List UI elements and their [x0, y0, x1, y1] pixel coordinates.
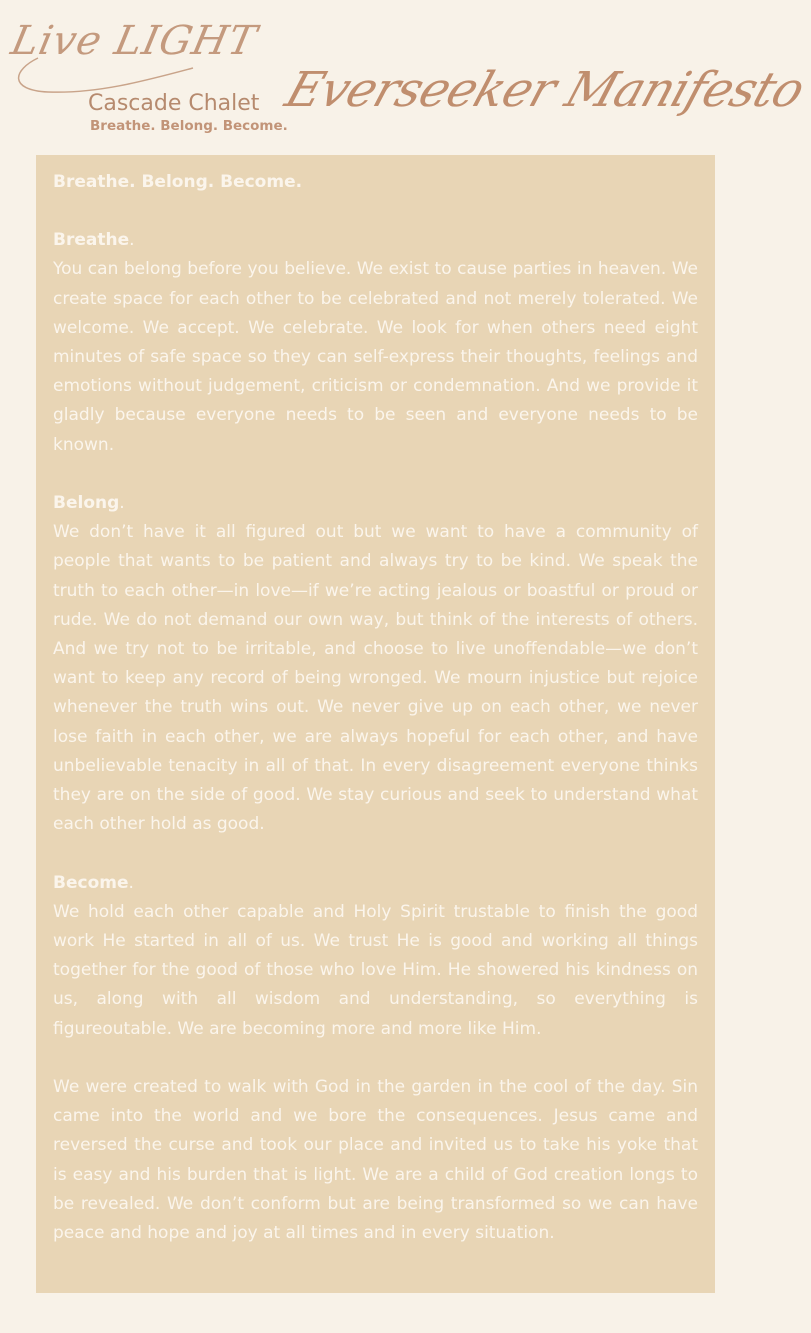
content-heading: Breathe. Belong. Become.: [53, 172, 303, 192]
section-body-belong: We don’t have it all figured out but we want to have a community of people that wants to be patient and always try to be kind. We speak the truth to each other—in love—if we’re acting jealous or boastful or proud or rude. We do not demand our own way, but think of the interests of others. And we try not to be irritable, and choose to live unoffendable—we don’t want to keep any record of being wronged. We mourn injustice but rejoice whenever the truth wins out. We never give up on each other, we never lose faith in each other, we are always hopeful for each other, and have unbelievable tenacity in all of that. In every disagreement everyone thinks they are on the side of good. We stay curious and seek to understand what each other hold as good.: [53, 522, 698, 835]
section-body-become: We hold each other capable and Holy Spirit trustable to finish the good work He started in all of us. We trust He is good and working all things together for the good of those who love Him. He showered his kindness on us, along with all wisdom and understanding, so everything is figureoutable. We are becoming more and more like Him.: [53, 901, 698, 1039]
manifesto-content: [53, 168, 698, 1248]
logo-script: Live LIGHT: [7, 18, 262, 64]
page-title: Everseeker Manifesto: [278, 62, 811, 118]
logo-name: Cascade Chalet: [88, 91, 260, 116]
section-heading-breathe: Breathe.: [53, 230, 135, 251]
closing-paragraph: We were created to walk with God in the garden in the cool of the day. Sin came into the world and we bore the consequences. Jesus came and reversed the curse and took our place and invited us to take his yoke that is easy and his burden that is light. We are a child of God creation longs to be revealed. We don’t conform but are being transformed so we can have peace and hope and joy at all times and in every situation.: [53, 1077, 698, 1244]
logo-tagline: Breathe. Belong. Become.: [90, 118, 288, 134]
section-heading-belong: Belong.: [53, 493, 125, 514]
section-body-breathe: You can belong before you believe. We exist to cause parties in heaven. We create space for each other to be celebrated and not merely tolerated. We welcome. We accept. We celebrate. We look for when others need eight minutes of safe space so they can self-express their thoughts, feelings and emotions without judgement, criticism or condemnation. And we provide it gladly because everyone needs to be seen and everyone needs to be known.: [53, 259, 698, 455]
header: [0, 0, 811, 155]
section-heading-become: Become.: [53, 872, 134, 893]
